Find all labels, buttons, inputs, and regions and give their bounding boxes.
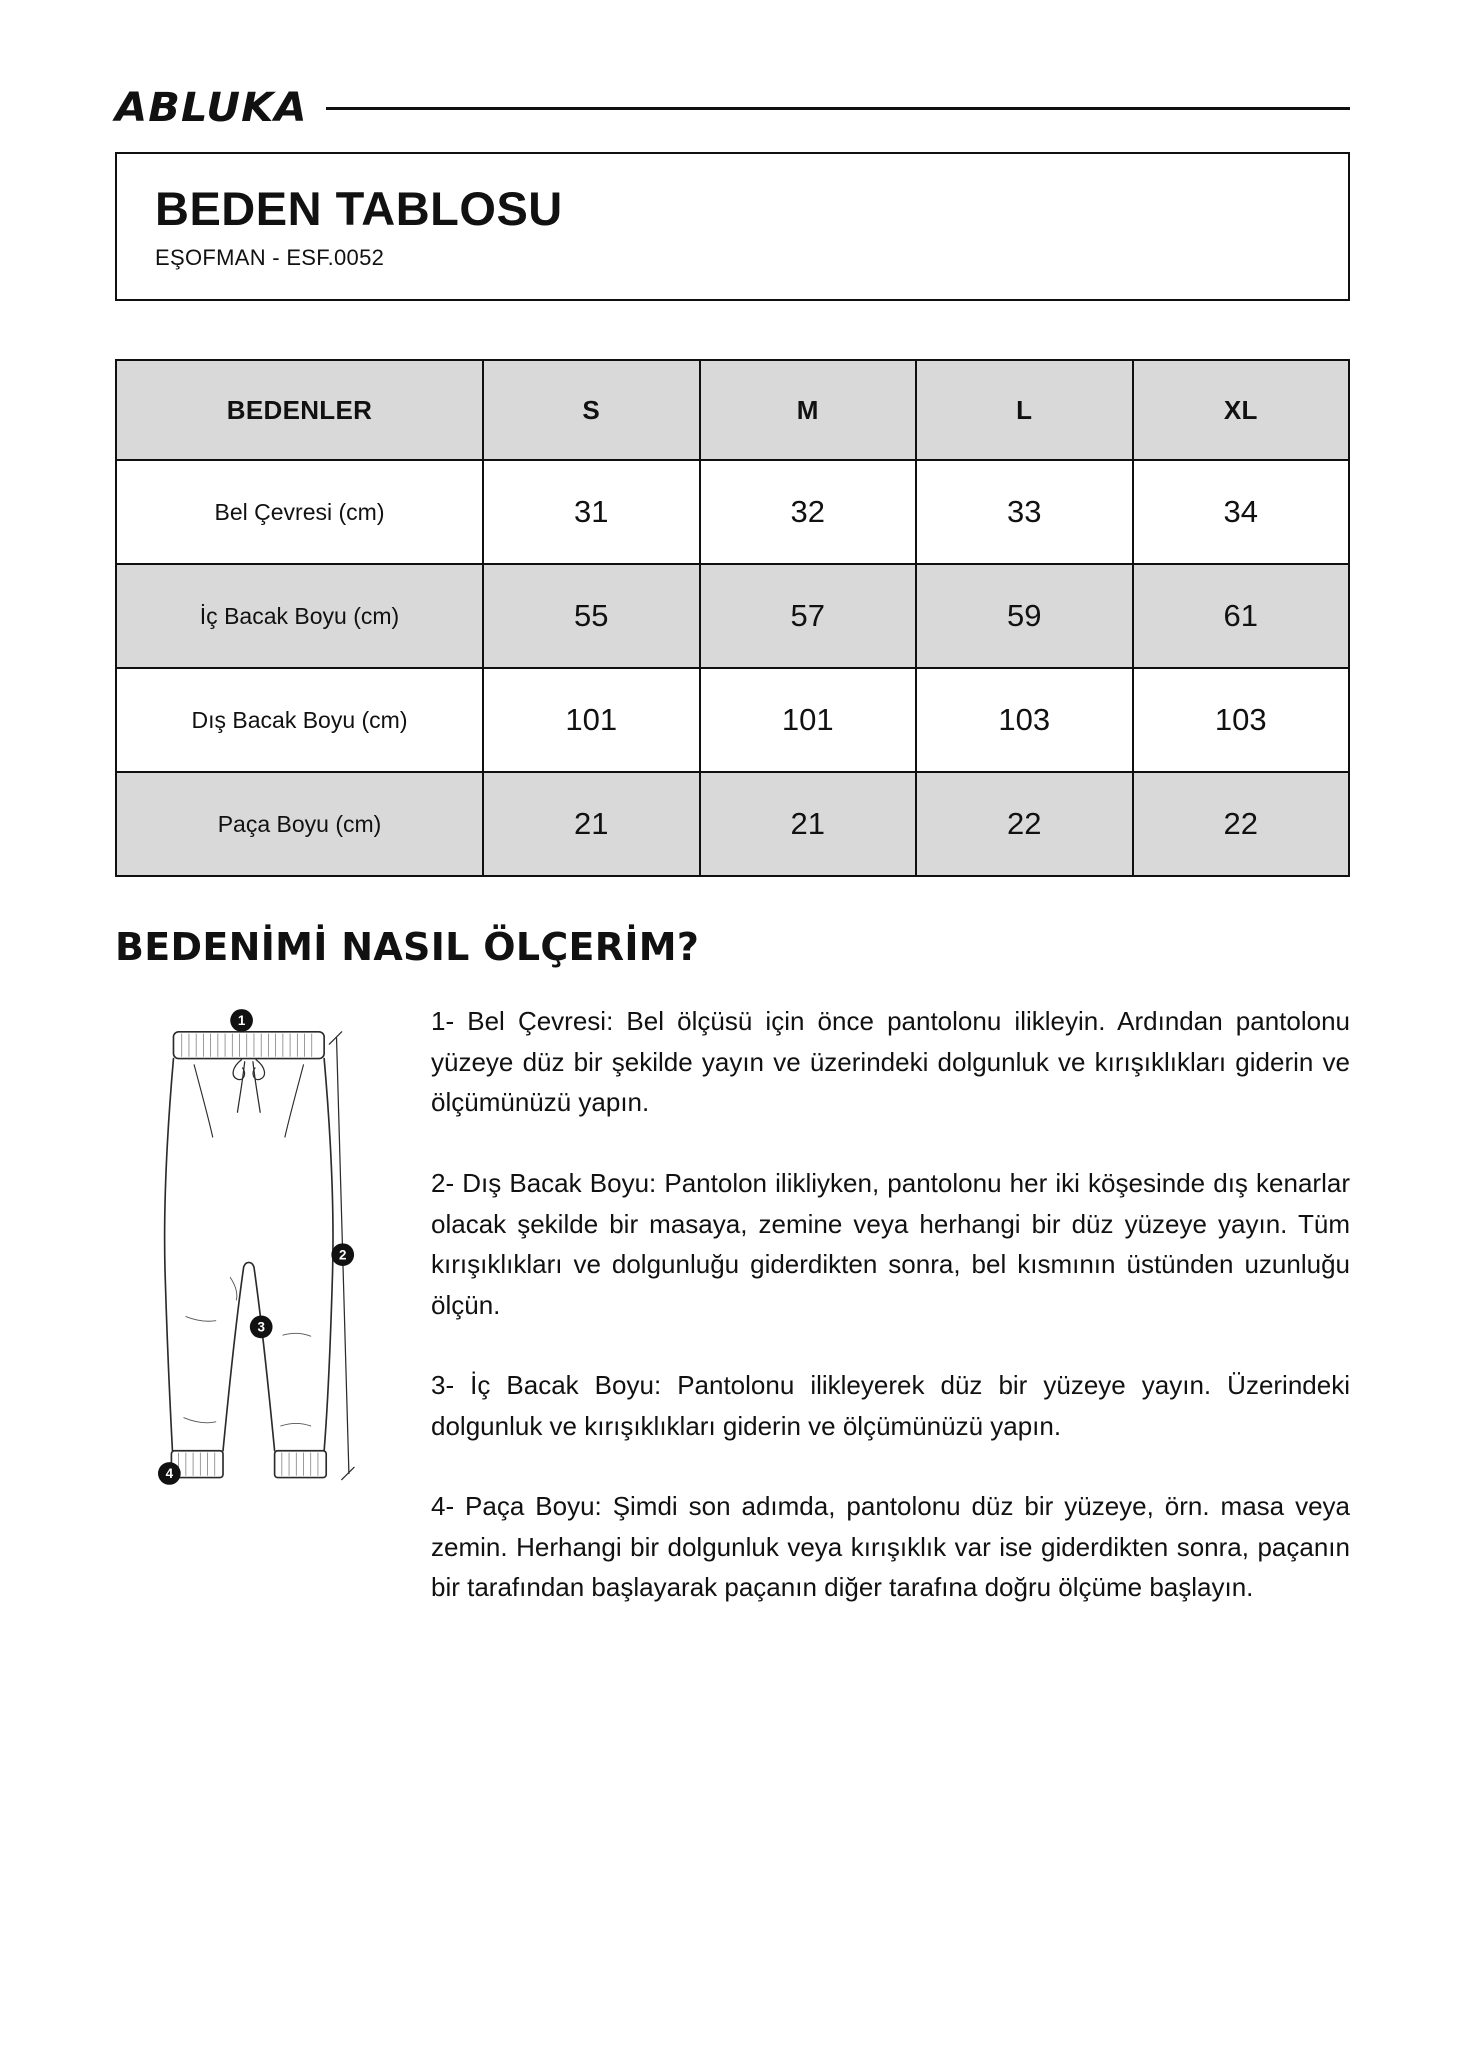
howto-section — [115, 999, 1350, 1608]
product-code: EŞOFMAN - ESF.0052 — [155, 245, 385, 271]
drawstring — [233, 1060, 264, 1113]
row-label: Paça Boyu (cm) — [116, 772, 483, 876]
table-row-ic-bacak — [116, 564, 1349, 668]
cell-m: 101 — [700, 668, 917, 772]
brand-logo: ABLUKA — [115, 85, 308, 131]
cell-xl: 34 — [1133, 460, 1350, 564]
right-cuff — [275, 1451, 327, 1478]
cell-l: 33 — [916, 460, 1133, 564]
size-table — [115, 359, 1350, 877]
header-divider — [326, 107, 1350, 110]
header-row — [115, 85, 1350, 131]
cell-m: 57 — [700, 564, 917, 668]
measure-marker-1 — [230, 1009, 253, 1032]
table-row-dis-bacak — [116, 668, 1349, 772]
cell-s: 101 — [483, 668, 700, 772]
cell-m: 32 — [700, 460, 917, 564]
col-header-bedenler: BEDENLER — [116, 360, 483, 460]
svg-text:1: 1 — [237, 1013, 246, 1029]
cell-xl: 103 — [1133, 668, 1350, 772]
svg-text:4: 4 — [165, 1466, 174, 1482]
cell-xl: 22 — [1133, 772, 1350, 876]
measure-marker-3 — [250, 1316, 273, 1339]
cell-m: 21 — [700, 772, 917, 876]
measure-step-3: 3- İç Bacak Boyu: Pantolonu ilikleyerek düz bir yüzeye yayın. Üzerindeki dolgunluk ve kırışıklıkları giderin ve ölçümünüzü yapın. — [431, 1370, 1350, 1441]
cell-s: 55 — [483, 564, 700, 668]
pants-line-art — [126, 1007, 384, 1494]
row-label: İç Bacak Boyu (cm) — [116, 564, 483, 668]
measure-marker-4 — [158, 1462, 181, 1485]
measure-step-2: 2- Dış Bacak Boyu: Pantolon ilikliyken, pantolonu her iki köşesinde dış kenarlar olacak şekilde bir masaya, zemine veya herhangi bir düz yüzeye yayın. Tüm kırışıklıkları ve dolgunluğu giderdikten sonra, bel kısmının üstünden uzunluğu ölçün. — [431, 1167, 1350, 1320]
row-label: Bel Çevresi (cm) — [116, 460, 483, 564]
measure-step-1: 1- Bel Çevresi: Bel ölçüsü için önce pantolonu ilikleyin. Ardından pantolonu yüzeye düz bir şekilde yayın ve üzerindeki dolgunluk ve kırışıklıkları giderin ve ölçümünüzü yapın. — [431, 1006, 1350, 1118]
pants-outline — [165, 1059, 174, 1451]
table-header-row — [116, 360, 1349, 460]
svg-text:2: 2 — [338, 1247, 347, 1263]
section-heading: BEDENİMİ NASIL ÖLÇERİM? — [115, 925, 700, 970]
cell-s: 31 — [483, 460, 700, 564]
cell-l: 103 — [916, 668, 1133, 772]
cell-l: 22 — [916, 772, 1133, 876]
svg-text:3: 3 — [257, 1319, 265, 1335]
cell-s: 21 — [483, 772, 700, 876]
table-row-bel-cevresi — [116, 460, 1349, 564]
row-label: Dış Bacak Boyu (cm) — [116, 668, 483, 772]
measure-steps — [431, 999, 1350, 1608]
cell-l: 59 — [916, 564, 1133, 668]
cell-xl: 61 — [1133, 564, 1350, 668]
col-header-m: M — [700, 360, 917, 460]
title-box — [115, 152, 1350, 301]
size-table-header — [116, 360, 1349, 460]
measure-marker-2 — [331, 1244, 354, 1267]
col-header-xl: XL — [1133, 360, 1350, 460]
page-title: BEDEN TABLOSU — [155, 182, 563, 235]
pants-diagram — [115, 999, 395, 1494]
table-row-paca-boyu — [116, 772, 1349, 876]
col-header-s: S — [483, 360, 700, 460]
col-header-l: L — [916, 360, 1133, 460]
measure-step-4: 4- Paça Boyu: Şimdi son adımda, pantolonu düz bir yüzeye, örn. masa veya zemin. Herhangi bir dolgunluk veya kırışıklık var ise giderdikten sonra, paçanın bir tarafından başlayarak paçanın diğer tarafına doğru ölçüme başlayın. — [431, 1491, 1350, 1603]
